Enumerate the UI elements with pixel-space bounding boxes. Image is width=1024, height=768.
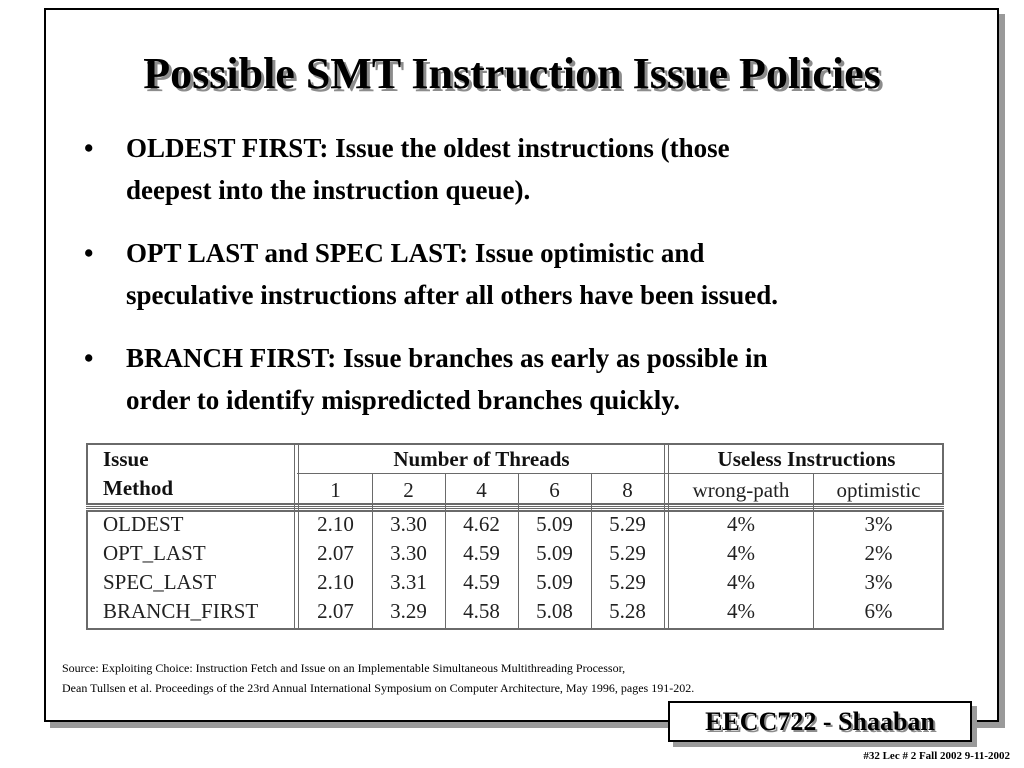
- bullet-item: [84, 337, 964, 421]
- row-value: 3.30: [390, 541, 427, 565]
- header-number-of-threads: Number of Threads: [393, 447, 570, 471]
- row-value: 4.59: [463, 541, 500, 565]
- table-rule: [664, 443, 665, 630]
- row-value: 4.59: [463, 570, 500, 594]
- header-useless-instructions: Useless Instructions: [717, 447, 896, 471]
- bullet-item: [84, 232, 964, 316]
- bullet-text-line: OLDEST FIRST: Issue the oldest instructions (those: [126, 133, 730, 163]
- bullet-text-line: BRANCH FIRST: Issue branches as early as possible in: [126, 343, 768, 373]
- row-value: 3.30: [390, 512, 427, 536]
- results-table: [86, 443, 944, 630]
- bullet-marker: •: [84, 238, 94, 268]
- header-thread-count: 4: [476, 478, 487, 502]
- row-value: 5.09: [536, 570, 573, 594]
- header-wrong-path: wrong-path: [692, 478, 790, 502]
- row-method: BRANCH_FIRST: [103, 599, 259, 623]
- bullet-text-line: OPT LAST and SPEC LAST: Issue optimistic and: [126, 238, 705, 268]
- row-value: 3.29: [390, 599, 427, 623]
- row-value: 4.58: [463, 599, 500, 623]
- table-rule: [86, 508, 944, 509]
- row-value: 5.09: [536, 512, 573, 536]
- row-wrong-path: 4%: [727, 570, 755, 594]
- row-wrong-path: 4%: [727, 541, 755, 565]
- bullet-item: [84, 127, 964, 211]
- row-wrong-path: 4%: [727, 599, 755, 623]
- table-rule: [297, 473, 944, 474]
- row-value: 2.10: [317, 570, 354, 594]
- row-value: 5.29: [609, 512, 646, 536]
- slide-footer: #32 Lec # 2 Fall 2002 9-11-2002: [863, 750, 1010, 762]
- bullet-marker: •: [84, 343, 94, 373]
- row-value: 5.09: [536, 541, 573, 565]
- row-optimistic: 3%: [864, 512, 893, 536]
- row-value: 5.28: [609, 599, 646, 623]
- header-optimistic: optimistic: [836, 478, 921, 502]
- header-thread-count: 6: [549, 478, 560, 502]
- header-thread-count: 2: [403, 478, 414, 502]
- bullet-text-line: speculative instructions after all others have been issued.: [126, 280, 778, 310]
- row-value: 2.10: [317, 512, 354, 536]
- row-method: SPEC_LAST: [103, 570, 217, 594]
- row-value: 2.07: [317, 541, 354, 565]
- row-value: 5.29: [609, 570, 646, 594]
- bullet-text-line: deepest into the instruction queue).: [126, 175, 531, 205]
- table-rule: [86, 506, 944, 507]
- bullet-text-line: order to identify mispredicted branches quickly.: [126, 385, 681, 415]
- row-value: 5.29: [609, 541, 646, 565]
- row-optimistic: 2%: [864, 541, 893, 565]
- header-issue: Issue: [103, 447, 149, 471]
- source-line: Source: Exploiting Choice: Instruction Fetch and Issue on an Implementable Simultaneous Multithreading Processor,: [62, 661, 626, 675]
- source-line: Dean Tullsen et al. Proceedings of the 23rd Annual International Symposium on Computer Architecture, May 1996, pages 191-202.: [62, 681, 695, 695]
- row-value: 5.08: [536, 599, 573, 623]
- header-method: Method: [103, 476, 173, 500]
- row-method: OPT_LAST: [103, 541, 206, 565]
- row-value: 2.07: [317, 599, 354, 623]
- row-method: OLDEST: [103, 512, 184, 536]
- course-badge: EECC722 - Shaaban: [668, 701, 972, 742]
- slide-title: Possible SMT Instruction Issue Policies: [143, 49, 881, 98]
- row-wrong-path: 4%: [727, 512, 755, 536]
- table-rule: [294, 443, 295, 630]
- row-value: 4.62: [463, 512, 500, 536]
- row-optimistic: 3%: [864, 570, 893, 594]
- row-value: 3.31: [390, 570, 427, 594]
- source-citation: [62, 658, 962, 698]
- row-optimistic: 6%: [864, 599, 893, 623]
- header-thread-count: 8: [622, 478, 633, 502]
- bullet-marker: •: [84, 133, 94, 163]
- bullet-list: [84, 127, 964, 442]
- header-thread-count: 1: [330, 478, 341, 502]
